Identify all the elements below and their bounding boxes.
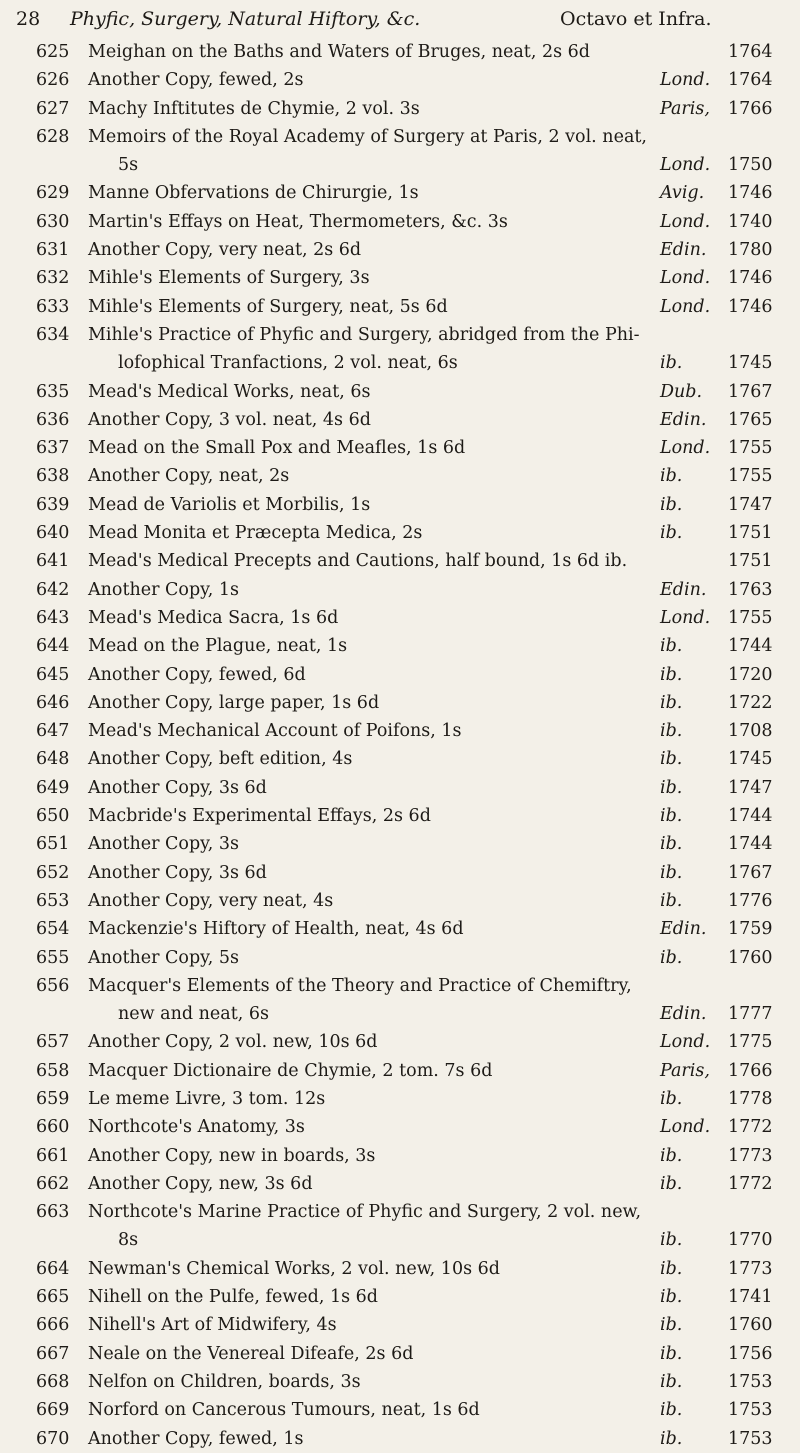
- lot-number: 668: [36, 1371, 70, 1392]
- lot-number: 633: [36, 296, 70, 317]
- lot-number: 659: [36, 1088, 70, 1109]
- entry-text: Meighan on the Baths and Waters of Bruges, neat, 2s 6d: [88, 42, 590, 62]
- lot-number: 629: [36, 183, 70, 204]
- entry-text: Manne Obfervations de Chirurgie, 1s: [88, 183, 419, 204]
- lot-number: 635: [36, 381, 70, 402]
- catalogue-entry: [0, 349, 800, 377]
- entry-year: 1773: [728, 1145, 773, 1166]
- entry-place: ib.: [660, 749, 683, 770]
- entry-text: Another Copy, 3s: [88, 834, 239, 855]
- entry-text: Another Copy, 3 vol. neat, 4s 6d: [88, 409, 371, 430]
- entry-year: 1770: [728, 1230, 773, 1251]
- catalogue-entry: [0, 95, 800, 123]
- entry-year: 1753: [728, 1371, 773, 1392]
- entry-year: 1772: [728, 1173, 773, 1194]
- entry-year: 1767: [728, 862, 773, 883]
- catalogue-entry: [0, 264, 800, 292]
- entry-text: Macquer Dictionaire de Chymie, 2 tom. 7s 6d: [88, 1060, 493, 1081]
- entry-year: 1759: [728, 919, 773, 940]
- lot-number: 647: [36, 721, 70, 742]
- entry-place: Lond.: [660, 268, 711, 289]
- entry-year: 1753: [728, 1400, 773, 1421]
- entry-year: 1763: [728, 579, 773, 600]
- entry-text: Northcote's Anatomy, 3s: [88, 1117, 305, 1138]
- catalogue-entry: [0, 632, 800, 660]
- entry-text: Another Copy, large paper, 1s 6d: [88, 692, 380, 713]
- lot-number: 645: [36, 664, 70, 685]
- catalogue-entry: [0, 179, 800, 207]
- catalogue-entry: [0, 1142, 800, 1170]
- entry-text: 5s: [118, 155, 139, 176]
- catalogue-entry: [0, 66, 800, 94]
- lot-number: 625: [36, 42, 70, 62]
- entry-text: Another Copy, beft edition, 4s: [88, 749, 353, 770]
- entry-text: Le meme Livre, 3 tom. 12s: [88, 1088, 326, 1109]
- lot-number: 657: [36, 1032, 70, 1053]
- catalogue-entry: [0, 547, 800, 575]
- lot-number: 670: [36, 1428, 70, 1449]
- entry-year: 1751: [728, 551, 773, 572]
- lot-number: 638: [36, 466, 70, 487]
- entry-place: ib.: [660, 890, 683, 911]
- catalogue-list: [0, 38, 800, 1453]
- entry-text: Norford on Cancerous Tumours, neat, 1s 6d: [88, 1400, 480, 1421]
- entry-year: 1766: [728, 1060, 773, 1081]
- entry-text: Martin's Effays on Heat, Thermometers, &c. 3s: [88, 211, 508, 232]
- entry-place: ib.: [660, 1258, 683, 1279]
- entry-year: 1745: [728, 749, 773, 770]
- entry-place: ib.: [660, 862, 683, 883]
- entry-year: 1773: [728, 1258, 773, 1279]
- catalogue-entry: [0, 1340, 800, 1368]
- lot-number: 626: [36, 70, 70, 91]
- entry-place: Edin.: [660, 1004, 707, 1025]
- entry-text: Mead's Mechanical Account of Poifons, 1s: [88, 721, 462, 742]
- entry-text: Another Copy, 1s: [88, 579, 239, 600]
- catalogue-entry: [0, 604, 800, 632]
- catalogue-entry: [0, 236, 800, 264]
- entry-text: Another Copy, 5s: [88, 947, 239, 968]
- lot-number: 643: [36, 607, 70, 628]
- entry-text: Mihle's Elements of Surgery, 3s: [88, 268, 370, 289]
- entry-place: Paris,: [660, 98, 710, 119]
- catalogue-entry: [0, 1368, 800, 1396]
- catalogue-entry: [0, 576, 800, 604]
- entry-year: 1745: [728, 353, 773, 374]
- entry-year: 1778: [728, 1088, 773, 1109]
- entry-text: Northcote's Marine Practice of Phyfic and Surgery, 2 vol. new,: [88, 1202, 642, 1223]
- lot-number: 637: [36, 438, 70, 459]
- lot-number: 642: [36, 579, 70, 600]
- entry-year: 1760: [728, 947, 773, 968]
- entry-year: 1746: [728, 268, 773, 289]
- catalogue-entry: [0, 1198, 800, 1226]
- entry-text: Nihell on the Pulfe, fewed, 1s 6d: [88, 1287, 378, 1308]
- entry-place: ib.: [660, 721, 683, 742]
- entry-year: 1767: [728, 381, 773, 402]
- entry-text: Another Copy, very neat, 2s 6d: [88, 240, 362, 261]
- catalogue-entry: [0, 491, 800, 519]
- entry-year: 1755: [728, 607, 773, 628]
- entry-text: Macbride's Experimental Effays, 2s 6d: [88, 806, 431, 827]
- lot-number: 630: [36, 211, 70, 232]
- entry-text: Nihell's Art of Midwifery, 4s: [88, 1315, 337, 1336]
- lot-number: 636: [36, 409, 70, 430]
- entry-text: Another Copy, very neat, 4s: [88, 890, 334, 911]
- entry-place: ib.: [660, 1315, 683, 1336]
- lot-number: 667: [36, 1343, 70, 1364]
- entry-year: 1747: [728, 494, 773, 515]
- lot-number: 653: [36, 890, 70, 911]
- entry-year: 1744: [728, 806, 773, 827]
- entry-year: 1722: [728, 692, 773, 713]
- lot-number: 627: [36, 98, 70, 119]
- entry-year: 1746: [728, 296, 773, 317]
- lot-number: 628: [36, 126, 70, 147]
- entry-place: Lond.: [660, 1032, 711, 1053]
- entry-text: Memoirs of the Royal Academy of Surgery at Paris, 2 vol. neat,: [88, 126, 647, 147]
- entry-place: ib.: [660, 1287, 683, 1308]
- lot-number: 656: [36, 975, 70, 996]
- lot-number: 644: [36, 636, 70, 657]
- entry-year: 1720: [728, 664, 773, 685]
- lot-number: 651: [36, 834, 70, 855]
- lot-number: 658: [36, 1060, 70, 1081]
- catalogue-entry: [0, 462, 800, 490]
- entry-text: Macquer's Elements of the Theory and Practice of Chemiftry,: [88, 975, 632, 996]
- entry-place: Lond.: [660, 70, 711, 91]
- catalogue-entry: [0, 151, 800, 179]
- entry-year: 1744: [728, 636, 773, 657]
- entry-year: 1755: [728, 438, 773, 459]
- running-header: [0, 0, 800, 38]
- entry-text: Another Copy, new, 3s 6d: [88, 1173, 313, 1194]
- entry-year: 1764: [728, 42, 773, 62]
- entry-text: Another Copy, fewed, 1s: [88, 1428, 304, 1449]
- catalogue-entry: [0, 1226, 800, 1254]
- lot-number: 650: [36, 806, 70, 827]
- entry-year: 1708: [728, 721, 773, 742]
- catalogue-entry: [0, 1311, 800, 1339]
- entry-year: 1741: [728, 1287, 773, 1308]
- entry-place: ib.: [660, 834, 683, 855]
- catalogue-entry: [0, 378, 800, 406]
- lot-number: 634: [36, 324, 70, 345]
- format-label: Octavo et Infra.: [560, 8, 712, 30]
- entry-text: Nelfon on Children, boards, 3s: [88, 1371, 361, 1392]
- entry-place: ib.: [660, 523, 683, 544]
- section-title: Phyfic, Surgery, Natural Hiftory, &c.: [70, 8, 421, 30]
- catalogue-entry: [0, 802, 800, 830]
- catalogue-entry: [0, 774, 800, 802]
- entry-place: ib.: [660, 636, 683, 657]
- entry-text: new and neat, 6s: [118, 1004, 269, 1025]
- catalogue-entry: [0, 406, 800, 434]
- entry-place: ib.: [660, 1428, 683, 1449]
- entry-place: ib.: [660, 466, 683, 487]
- lot-number: 660: [36, 1117, 70, 1138]
- catalogue-entry: [0, 1283, 800, 1311]
- catalogue-entry: [0, 519, 800, 547]
- catalogue-entry: [0, 1000, 800, 1028]
- entry-text: Another Copy, fewed, 2s: [88, 70, 304, 91]
- entry-year: 1772: [728, 1117, 773, 1138]
- entry-year: 1775: [728, 1032, 773, 1053]
- entry-place: Lond.: [660, 607, 711, 628]
- entry-place: Edin.: [660, 919, 707, 940]
- lot-number: 654: [36, 919, 70, 940]
- entry-place: ib.: [660, 1145, 683, 1166]
- lot-number: 631: [36, 240, 70, 261]
- entry-text: Mead's Medica Sacra, 1s 6d: [88, 607, 339, 628]
- lot-number: 669: [36, 1400, 70, 1421]
- entry-text: Mead on the Plague, neat, 1s: [88, 636, 348, 657]
- entry-year: 1765: [728, 409, 773, 430]
- entry-text: Another Copy, neat, 2s: [88, 466, 290, 487]
- lot-number: 655: [36, 947, 70, 968]
- entry-place: ib.: [660, 777, 683, 798]
- entry-place: ib.: [660, 1343, 683, 1364]
- lot-number: 664: [36, 1258, 70, 1279]
- entry-place: ib.: [660, 947, 683, 968]
- entry-year: 1750: [728, 155, 773, 176]
- catalogue-entry: [0, 1113, 800, 1141]
- entry-text: Mackenzie's Hiftory of Health, neat, 4s 6d: [88, 919, 464, 940]
- page-number: 28: [16, 8, 41, 30]
- catalogue-entry: [0, 293, 800, 321]
- entry-year: 1746: [728, 183, 773, 204]
- catalogue-entry: [0, 321, 800, 349]
- entry-year: 1744: [728, 834, 773, 855]
- catalogue-entry: [0, 38, 800, 66]
- entry-place: Lond.: [660, 296, 711, 317]
- entry-place: ib.: [660, 494, 683, 515]
- entry-text: Mihle's Practice of Phyfic and Surgery, abridged from the Phi-: [88, 324, 640, 345]
- catalogue-entry: [0, 1396, 800, 1424]
- entry-text: 8s: [118, 1230, 139, 1251]
- entry-year: 1760: [728, 1315, 773, 1336]
- entry-year: 1764: [728, 70, 773, 91]
- entry-text: Another Copy, new in boards, 3s: [88, 1145, 376, 1166]
- entry-year: 1780: [728, 240, 773, 261]
- catalogue-entry: [0, 689, 800, 717]
- lot-number: 639: [36, 494, 70, 515]
- entry-place: ib.: [660, 806, 683, 827]
- entry-text: Another Copy, 2 vol. new, 10s 6d: [88, 1032, 378, 1053]
- catalogue-entry: [0, 208, 800, 236]
- lot-number: 648: [36, 749, 70, 770]
- entry-year: 1755: [728, 466, 773, 487]
- entry-place: Edin.: [660, 240, 707, 261]
- entry-place: ib.: [660, 692, 683, 713]
- catalogue-entry: [0, 717, 800, 745]
- entry-year: 1777: [728, 1004, 773, 1025]
- lot-number: 649: [36, 777, 70, 798]
- lot-number: 646: [36, 692, 70, 713]
- lot-number: 663: [36, 1202, 70, 1223]
- entry-place: Dub.: [660, 381, 703, 402]
- catalogue-entry: [0, 859, 800, 887]
- entry-place: Edin.: [660, 579, 707, 600]
- catalogue-entry: [0, 887, 800, 915]
- catalogue-entry: [0, 1255, 800, 1283]
- entry-place: ib.: [660, 1088, 683, 1109]
- lot-number: 652: [36, 862, 70, 883]
- catalogue-entry: [0, 830, 800, 858]
- catalogue-entry: [0, 915, 800, 943]
- entry-text: Another Copy, fewed, 6d: [88, 664, 306, 685]
- catalogue-entry: [0, 745, 800, 773]
- lot-number: 661: [36, 1145, 70, 1166]
- entry-text: Mihle's Elements of Surgery, neat, 5s 6d: [88, 296, 448, 317]
- entry-place: ib.: [660, 1230, 683, 1251]
- entry-year: 1756: [728, 1343, 773, 1364]
- entry-text: Mead de Variolis et Morbilis, 1s: [88, 494, 371, 515]
- entry-year: 1753: [728, 1428, 773, 1449]
- lot-number: 632: [36, 268, 70, 289]
- entry-text: Neale on the Venereal Difeafe, 2s 6d: [88, 1343, 414, 1364]
- entry-text: Mead's Medical Precepts and Cautions, half bound, 1s 6d ib.: [88, 551, 628, 572]
- entry-place: ib.: [660, 1400, 683, 1421]
- lot-number: 665: [36, 1287, 70, 1308]
- entry-year: 1776: [728, 890, 773, 911]
- catalogue-entry: [0, 1425, 800, 1453]
- entry-place: ib.: [660, 664, 683, 685]
- entry-place: Lond.: [660, 155, 711, 176]
- catalogue-entry: [0, 1028, 800, 1056]
- lot-number: 662: [36, 1173, 70, 1194]
- catalogue-entry: [0, 944, 800, 972]
- lot-number: 640: [36, 523, 70, 544]
- catalogue-entry: [0, 661, 800, 689]
- entry-text: lofophical Tranfactions, 2 vol. neat, 6s: [118, 353, 458, 374]
- entry-place: ib.: [660, 1173, 683, 1194]
- entry-year: 1766: [728, 98, 773, 119]
- entry-text: Mead Monita et Præcepta Medica, 2s: [88, 523, 423, 544]
- entry-text: Another Copy, 3s 6d: [88, 862, 267, 883]
- entry-year: 1751: [728, 523, 773, 544]
- entry-place: Lond.: [660, 438, 711, 459]
- entry-place: ib.: [660, 1371, 683, 1392]
- entry-place: ib.: [660, 353, 683, 374]
- entry-text: Machy Inftitutes de Chymie, 2 vol. 3s: [88, 98, 420, 119]
- entry-year: 1747: [728, 777, 773, 798]
- lot-number: 641: [36, 551, 70, 572]
- entry-place: Lond.: [660, 211, 711, 232]
- catalogue-entry: [0, 972, 800, 1000]
- catalogue-entry: [0, 1085, 800, 1113]
- entry-place: Lond.: [660, 1117, 711, 1138]
- entry-text: Newman's Chemical Works, 2 vol. new, 10s 6d: [88, 1258, 500, 1279]
- entry-year: 1740: [728, 211, 773, 232]
- catalogue-entry: [0, 1170, 800, 1198]
- entry-place: Paris,: [660, 1060, 710, 1081]
- catalogue-entry: [0, 434, 800, 462]
- entry-place: Edin.: [660, 409, 707, 430]
- entry-text: Mead's Medical Works, neat, 6s: [88, 381, 371, 402]
- catalogue-entry: [0, 1057, 800, 1085]
- entry-place: Avig.: [660, 183, 705, 204]
- lot-number: 666: [36, 1315, 70, 1336]
- entry-text: Mead on the Small Pox and Meafles, 1s 6d: [88, 438, 466, 459]
- entry-text: Another Copy, 3s 6d: [88, 777, 267, 798]
- catalogue-entry: [0, 123, 800, 151]
